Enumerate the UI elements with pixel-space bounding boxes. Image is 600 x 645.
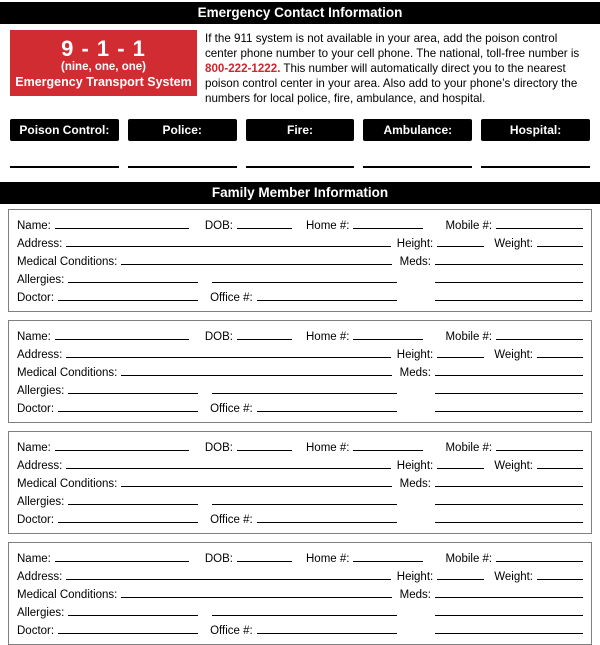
- allergies-continuation-line[interactable]: [212, 282, 397, 283]
- member-row-name: [17, 548, 583, 566]
- meds-field-line[interactable]: [435, 597, 583, 598]
- name-label: Name:: [17, 331, 51, 343]
- mobile-phone-label: Mobile #:: [445, 442, 493, 454]
- weight-label: Weight:: [494, 571, 533, 583]
- member-row-address: [17, 233, 583, 251]
- contact-cell-hospital: [481, 119, 590, 168]
- home-phone-label: Home #:: [306, 553, 350, 565]
- 911-code: 9 - 1 - 1: [61, 35, 146, 61]
- poison-control-line[interactable]: [10, 166, 119, 168]
- office-phone-field-line[interactable]: [257, 411, 397, 412]
- name-label: Name:: [17, 220, 51, 232]
- dob-label: DOB:: [204, 442, 233, 454]
- poison-control-paragraph: [205, 30, 590, 106]
- office-phone-label: Office #:: [210, 514, 253, 526]
- hospital-line[interactable]: [481, 166, 590, 168]
- emergency-contacts-row: [10, 119, 590, 168]
- name-field-line[interactable]: [55, 561, 189, 562]
- allergies-label: Allergies:: [17, 385, 65, 397]
- office-phone-label: Office #:: [210, 292, 253, 304]
- member-row-address: [17, 566, 583, 584]
- allergies-field-line[interactable]: [68, 393, 198, 394]
- doctor-field-line[interactable]: [58, 300, 198, 301]
- meds-continuation-line-2[interactable]: [435, 522, 583, 523]
- meds-field-line[interactable]: [435, 264, 583, 265]
- allergies-continuation-line[interactable]: [212, 393, 397, 394]
- medical-conditions-field-line[interactable]: [121, 486, 391, 487]
- medical-conditions-label: Medical Conditions:: [17, 478, 118, 490]
- name-field-line[interactable]: [55, 339, 189, 340]
- meds-continuation-line[interactable]: [435, 504, 583, 505]
- ambulance-line[interactable]: [363, 166, 472, 168]
- medical-conditions-field-line[interactable]: [121, 375, 391, 376]
- office-phone-field-line[interactable]: [257, 522, 397, 523]
- medical-conditions-label: Medical Conditions:: [17, 256, 118, 268]
- contact-cell-police: [128, 119, 237, 168]
- allergies-field-line[interactable]: [68, 615, 198, 616]
- meds-label: Meds:: [399, 589, 431, 601]
- height-field-line[interactable]: [437, 579, 484, 580]
- ambulance-label: Ambulance:: [363, 119, 472, 141]
- mobile-phone-field-line[interactable]: [496, 228, 583, 229]
- member-row-address: [17, 455, 583, 473]
- meds-label: Meds:: [399, 256, 431, 268]
- office-phone-field-line[interactable]: [257, 633, 397, 634]
- member-row-allergies: [17, 491, 583, 509]
- home-phone-field-line[interactable]: [353, 228, 423, 229]
- poison-control-phone-number: 800-222-1222.: [205, 62, 281, 75]
- medical-conditions-label: Medical Conditions:: [17, 367, 118, 379]
- dob-label: DOB:: [204, 553, 233, 565]
- dob-field-line[interactable]: [237, 228, 292, 229]
- weight-field-line[interactable]: [537, 468, 583, 469]
- member-row-address: [17, 344, 583, 362]
- contact-cell-fire: [246, 119, 355, 168]
- name-field-line[interactable]: [55, 450, 189, 451]
- 911-red-box: [10, 30, 197, 96]
- address-field-line[interactable]: [66, 246, 390, 247]
- allergies-label: Allergies:: [17, 496, 65, 508]
- weight-field-line[interactable]: [537, 357, 583, 358]
- address-label: Address:: [17, 238, 63, 250]
- medical-conditions-label: Medical Conditions:: [17, 589, 118, 601]
- dob-field-line[interactable]: [237, 450, 292, 451]
- meds-continuation-line[interactable]: [435, 282, 583, 283]
- height-field-line[interactable]: [437, 246, 484, 247]
- weight-label: Weight:: [494, 238, 533, 250]
- name-field-line[interactable]: [55, 228, 189, 229]
- member-row-doctor: [17, 509, 583, 527]
- contact-cell-poison-control: [10, 119, 119, 168]
- home-phone-field-line[interactable]: [353, 450, 423, 451]
- member-row-allergies: [17, 380, 583, 398]
- office-phone-label: Office #:: [210, 403, 253, 415]
- mobile-phone-label: Mobile #:: [445, 331, 493, 343]
- doctor-label: Doctor:: [17, 514, 55, 526]
- doctor-field-line[interactable]: [58, 522, 198, 523]
- mobile-phone-field-line[interactable]: [496, 450, 583, 451]
- allergies-label: Allergies:: [17, 274, 65, 286]
- mobile-phone-label: Mobile #:: [445, 553, 493, 565]
- family-member-section-title: Family Member Information: [0, 182, 600, 204]
- meds-continuation-line-2[interactable]: [435, 411, 583, 412]
- address-field-line[interactable]: [66, 468, 390, 469]
- family-member-block: [8, 431, 592, 534]
- police-line[interactable]: [128, 166, 237, 168]
- hospital-label: Hospital:: [481, 119, 590, 141]
- 911-code-spelled: (nine, one, one): [61, 60, 146, 73]
- weight-label: Weight:: [494, 460, 533, 472]
- fire-line[interactable]: [246, 166, 355, 168]
- meds-label: Meds:: [399, 367, 431, 379]
- family-member-block: [8, 320, 592, 423]
- meds-field-line[interactable]: [435, 486, 583, 487]
- meds-continuation-line[interactable]: [435, 393, 583, 394]
- allergies-label: Allergies:: [17, 607, 65, 619]
- address-label: Address:: [17, 349, 63, 361]
- height-label: Height:: [396, 460, 434, 472]
- meds-continuation-line-2[interactable]: [435, 633, 583, 634]
- address-label: Address:: [17, 460, 63, 472]
- allergies-field-line[interactable]: [68, 282, 198, 283]
- height-label: Height:: [396, 349, 434, 361]
- doctor-label: Doctor:: [17, 403, 55, 415]
- weight-label: Weight:: [494, 349, 533, 361]
- allergies-continuation-line[interactable]: [212, 504, 397, 505]
- police-label: Police:: [128, 119, 237, 141]
- family-member-block: [8, 209, 592, 312]
- weight-field-line[interactable]: [537, 246, 583, 247]
- height-field-line[interactable]: [437, 468, 484, 469]
- meds-continuation-line-2[interactable]: [435, 300, 583, 301]
- member-row-medical: [17, 584, 583, 602]
- doctor-label: Doctor:: [17, 625, 55, 637]
- member-row-name: [17, 215, 583, 233]
- address-label: Address:: [17, 571, 63, 583]
- member-row-doctor: [17, 287, 583, 305]
- dob-field-line[interactable]: [237, 339, 292, 340]
- fire-label: Fire:: [246, 119, 355, 141]
- meds-continuation-line[interactable]: [435, 615, 583, 616]
- contact-cell-ambulance: [363, 119, 472, 168]
- height-field-line[interactable]: [437, 357, 484, 358]
- member-row-allergies: [17, 602, 583, 620]
- page-title: Emergency Contact Information: [0, 2, 600, 24]
- allergies-continuation-line[interactable]: [212, 615, 397, 616]
- meds-field-line[interactable]: [435, 375, 583, 376]
- height-label: Height:: [396, 238, 434, 250]
- home-phone-field-line[interactable]: [353, 561, 423, 562]
- meds-label: Meds:: [399, 478, 431, 490]
- allergies-field-line[interactable]: [68, 504, 198, 505]
- member-row-allergies: [17, 269, 583, 287]
- home-phone-label: Home #:: [306, 442, 350, 454]
- poison-control-label: Poison Control:: [10, 119, 119, 141]
- medical-conditions-field-line[interactable]: [121, 264, 391, 265]
- mobile-phone-label: Mobile #:: [445, 220, 493, 232]
- member-row-name: [17, 437, 583, 455]
- office-phone-label: Office #:: [210, 625, 253, 637]
- address-field-line[interactable]: [66, 357, 390, 358]
- doctor-label: Doctor:: [17, 292, 55, 304]
- weight-field-line[interactable]: [537, 579, 583, 580]
- member-row-medical: [17, 362, 583, 380]
- mobile-phone-field-line[interactable]: [496, 339, 583, 340]
- name-label: Name:: [17, 442, 51, 454]
- family-member-block: [8, 542, 592, 645]
- height-label: Height:: [396, 571, 434, 583]
- member-row-medical: [17, 473, 583, 491]
- doctor-field-line[interactable]: [58, 633, 198, 634]
- dob-field-line[interactable]: [237, 561, 292, 562]
- home-phone-label: Home #:: [306, 220, 350, 232]
- paragraph-text-after: This number will automatically direct you to the nearest poison control center in your area. Also add to your phone’s directory the numbers for local police, fire, ambulance, and hospital.: [205, 62, 578, 105]
- home-phone-label: Home #:: [306, 331, 350, 343]
- emergency-intro-section: [10, 30, 590, 106]
- 911-caption: Emergency Transport System: [15, 74, 192, 89]
- mobile-phone-field-line[interactable]: [496, 561, 583, 562]
- address-field-line[interactable]: [66, 579, 390, 580]
- paragraph-text-before: If the 911 system is not available in your area, add the poison control center phone number to your cell phone. The national, toll-free number is: [205, 32, 580, 60]
- office-phone-field-line[interactable]: [257, 300, 397, 301]
- name-label: Name:: [17, 553, 51, 565]
- member-row-medical: [17, 251, 583, 269]
- member-row-doctor: [17, 398, 583, 416]
- member-row-name: [17, 326, 583, 344]
- doctor-field-line[interactable]: [58, 411, 198, 412]
- home-phone-field-line[interactable]: [353, 339, 423, 340]
- medical-conditions-field-line[interactable]: [121, 597, 391, 598]
- dob-label: DOB:: [204, 220, 233, 232]
- dob-label: DOB:: [204, 331, 233, 343]
